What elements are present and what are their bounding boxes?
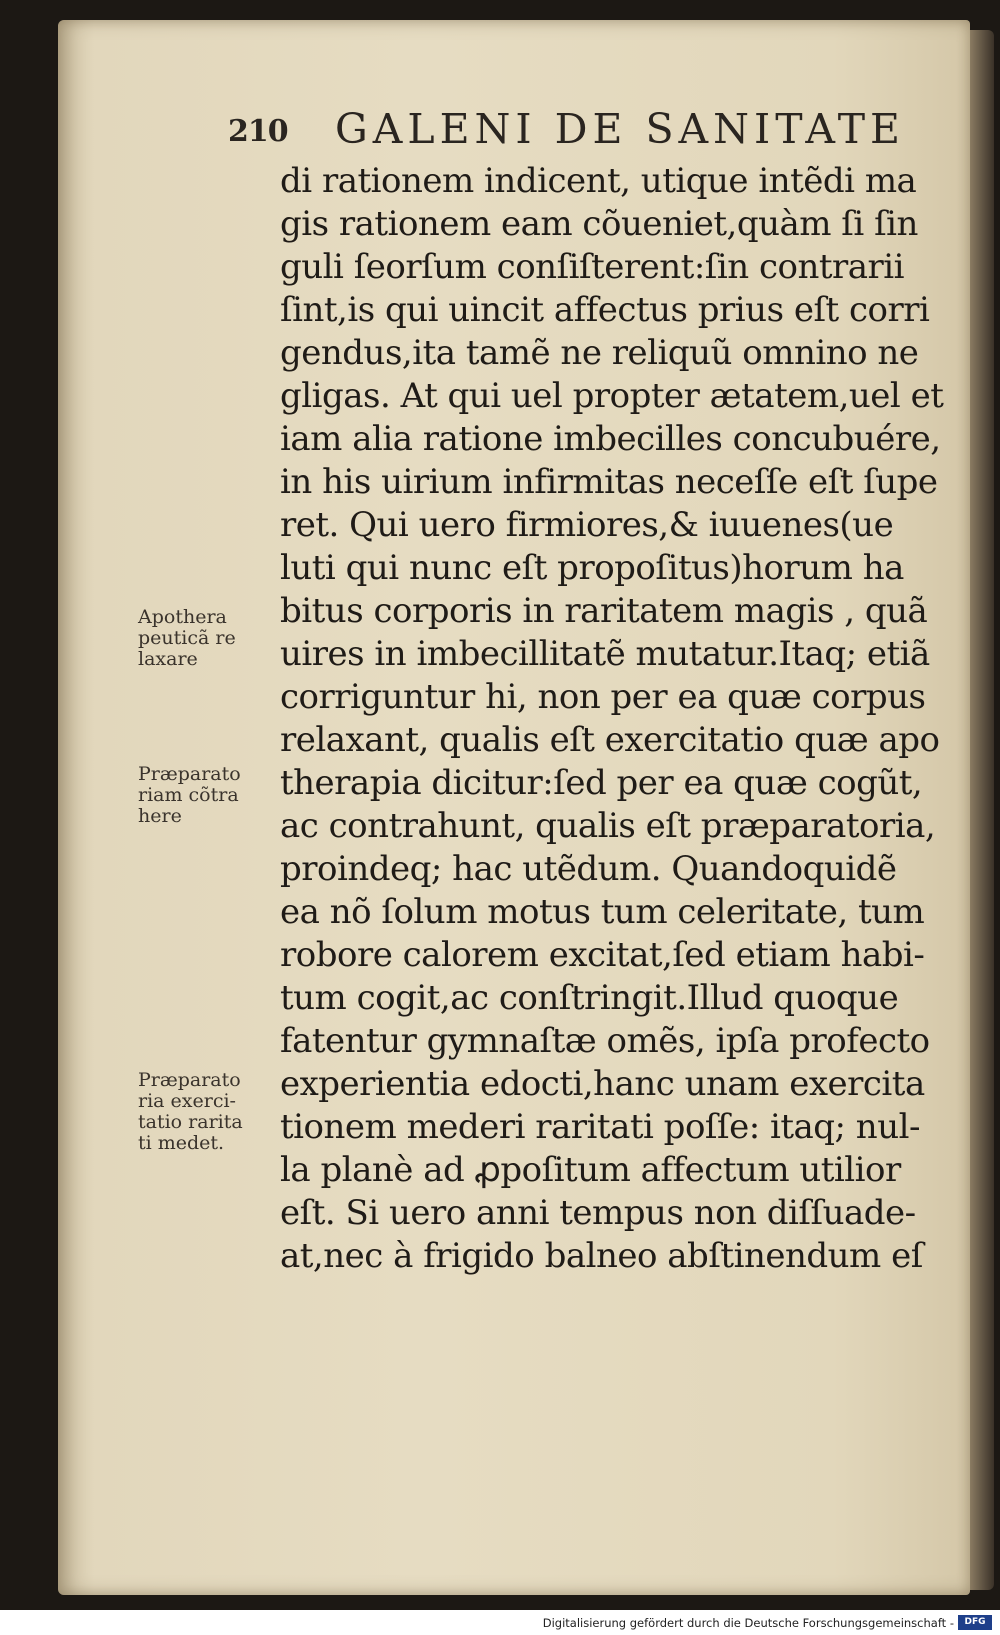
marginal-note-line: tatio rarita <box>138 1111 243 1133</box>
marginal-note-line: Præparato <box>138 763 241 785</box>
text-line: ret. Qui uero firmiores,& iuuenes(ue <box>280 505 894 545</box>
text-line: di rationem indicent, utique intẽdi ma <box>280 161 917 201</box>
text-line: uires in imbecillitatẽ mutatur.Itaq; etiã <box>280 634 930 674</box>
text-line: corriguntur hi, non per ea quæ corpus <box>280 677 926 717</box>
text-line: luti qui nunc eſt propoſitus)horum ha <box>280 548 904 588</box>
marginal-note-line: Præparato <box>138 1069 241 1091</box>
text-line: eſt. Si uero anni tempus non diſſuade- <box>280 1193 916 1233</box>
footer-credit: Digitalisierung gefördert durch die Deutsche Forschungsgemeinschaft - <box>542 1616 954 1630</box>
text-line: tionem mederi raritati poſſe: itaq; nul- <box>280 1107 920 1147</box>
running-head: GALENI DE SANITATE <box>335 105 905 153</box>
text-line: la planè ad ꝓpoſitum affectum utilior <box>280 1150 901 1190</box>
marginal-note-preparatory-exercise <box>138 1070 273 1154</box>
dfg-logo: DFG <box>958 1615 992 1630</box>
text-line: ſint,is qui uincit affectus prius eſt corri <box>280 290 930 330</box>
text-line: experientia edocti,hanc unam exercita <box>280 1064 925 1104</box>
marginal-note-line: here <box>138 805 182 827</box>
text-line: gis rationem eam cõueniet,quàm ſi ſin <box>280 204 918 244</box>
digitization-footer <box>0 1612 1000 1635</box>
text-line: in his uirium infirmitas neceſſe eſt ſupe <box>280 462 938 502</box>
text-line: guli ſeorſum conſiſterent:ſin contrarii <box>280 247 905 287</box>
text-line: gligas. At qui uel propter ætatem,uel et <box>280 376 944 416</box>
marginal-note-line: laxare <box>138 648 198 670</box>
marginal-note-line: ti medet. <box>138 1132 225 1154</box>
text-line: robore calorem excitat,ſed etiam habi- <box>280 935 925 975</box>
text-line: therapia dicitur:ſed per ea quæ cogũt, <box>280 763 923 803</box>
text-line: gendus,ita tamẽ ne reliquũ omnino ne <box>280 333 919 373</box>
text-line: relaxant, qualis eſt exercitatio quæ apo <box>280 720 940 760</box>
marginal-note-apotherapeutic <box>138 607 273 670</box>
text-line: iam alia ratione imbecilles concubuére, <box>280 419 941 459</box>
text-line: at,nec à frigido balneo abſtinendum eſ <box>280 1236 923 1276</box>
marginal-note-line: ria exerci- <box>138 1090 236 1112</box>
text-line: ea nõ ſolum motus tum celeritate, tum <box>280 892 925 932</box>
body-text <box>280 160 944 1278</box>
text-line: bitus corporis in raritatem magis , quã <box>280 591 928 631</box>
page-number: 210 <box>228 114 288 149</box>
text-line: proindeq; hac utẽdum. Quandoquidẽ <box>280 849 897 889</box>
marginal-note-preparatory <box>138 764 273 827</box>
text-line: tum cogit,ac conſtringit.Illud quoque <box>280 978 899 1018</box>
page-edge <box>970 30 994 1590</box>
marginal-note-line: Apothera <box>138 606 227 628</box>
text-line: fatentur gymnaſtæ omẽs, ipſa profecto <box>280 1021 930 1061</box>
marginal-note-line: peuticã re <box>138 627 236 649</box>
marginal-note-line: riam cõtra <box>138 784 239 806</box>
text-line: ac contrahunt, qualis eſt præparatoria, <box>280 806 936 846</box>
